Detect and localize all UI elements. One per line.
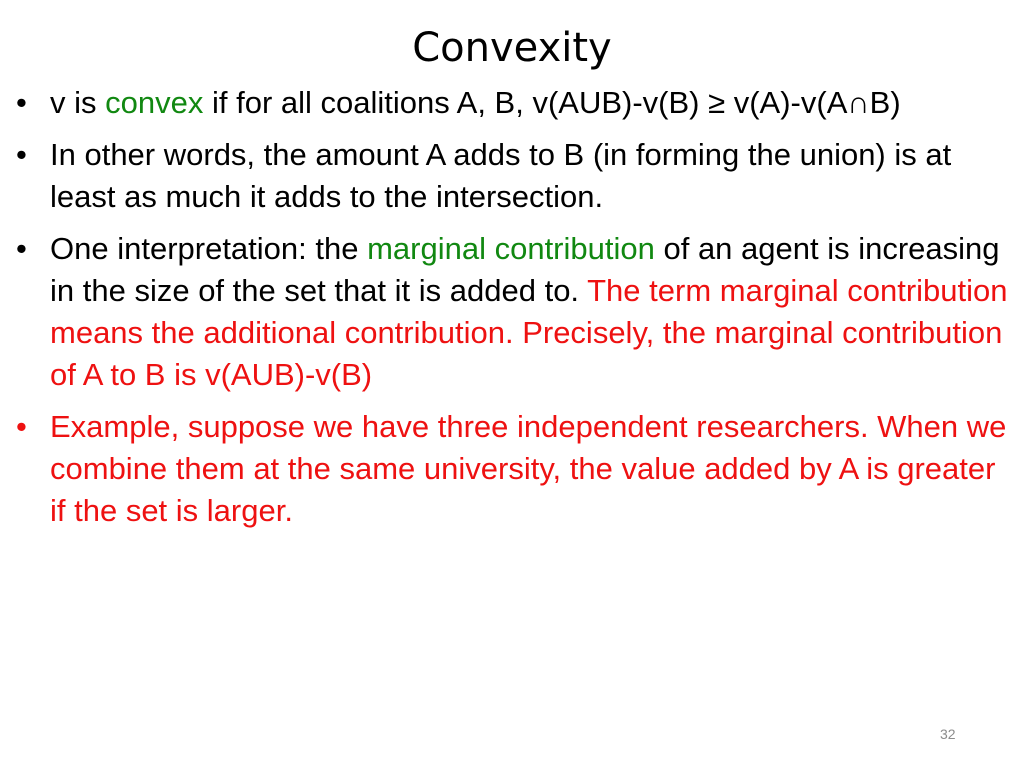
bullet-text: of an agent is increasing in the size of the set that it is added to.: [50, 231, 1000, 308]
bullet-text: In other words, the amount A adds to B (in forming the union) is at least as much it adds to the intersection.: [50, 137, 952, 214]
term-convex: convex: [105, 85, 204, 120]
bullet-text: Example, suppose we have three independent researchers. When we combine them at the same university, the value added by A is greater if the set is larger.: [50, 409, 1007, 528]
bullet-text: if for all coalitions A, B, v(AUB)-v(B) ≥ v(A)-v(A∩B): [203, 85, 901, 120]
bullet-text: One interpretation: the: [50, 231, 368, 266]
page-number: 32: [940, 726, 956, 742]
bullet-text: v is: [50, 85, 106, 120]
bullet-convex-definition: [10, 82, 1010, 124]
term-marginal-contribution: marginal contribution: [367, 231, 655, 266]
bullet-other-words: [10, 134, 1010, 218]
bullet-icon: •: [16, 231, 27, 266]
bullet-interpretation: [10, 228, 1010, 396]
definition-marginal-contribution: The term marginal contribution means the additional contribution. Precisely, the marginal contribution of A to B is v(AUB)-v(B): [50, 273, 1008, 392]
slide-title: Convexity: [412, 25, 612, 71]
bullet-icon: •: [16, 137, 27, 172]
bullet-icon: •: [16, 409, 27, 444]
bullet-icon: •: [16, 85, 27, 120]
bullet-list: [10, 82, 1010, 542]
bullet-example: [10, 406, 1010, 532]
